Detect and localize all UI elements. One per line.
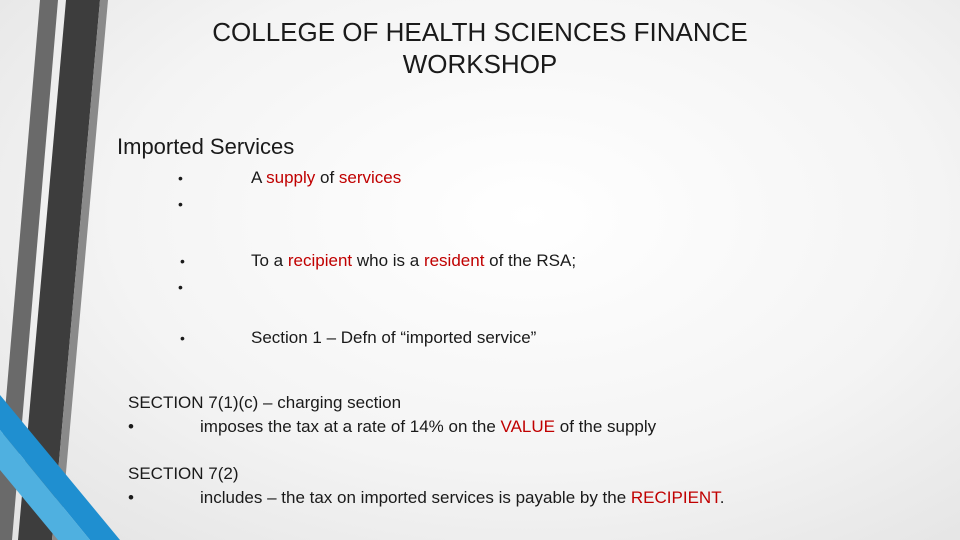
bullet-item-3: Section 1 – Defn of “imported service” [251, 328, 537, 347]
highlight-recipient: recipient [287, 251, 353, 270]
bullet-dot: • [178, 170, 183, 186]
highlight-recipient-caps: RECIPIENT [630, 488, 720, 507]
highlight-resident: resident [423, 251, 485, 270]
highlight-supply: supply [266, 168, 316, 187]
bullet-dot: • [180, 330, 185, 346]
slide-title: COLLEGE OF HEALTH SCIENCES FINANCE WORKSHOP [212, 17, 748, 79]
section-7-1-c [128, 391, 656, 439]
bullet-dot: • [178, 196, 183, 212]
highlight-services: services [338, 168, 402, 187]
bullet-item-1: A supply of services [251, 168, 402, 187]
section-7-2 [128, 462, 724, 510]
highlight-value: VALUE [500, 417, 556, 436]
bullet-dot: • [128, 417, 134, 436]
slide-subtitle: Imported Services [117, 134, 295, 159]
bullet-dot: • [180, 253, 185, 269]
section-heading: SECTION 7(2) [128, 464, 239, 483]
bullet-dot: • [178, 279, 183, 295]
bullet-dot: • [128, 488, 134, 507]
bullet-item-2: To a recipient who is a resident of the RSA; [251, 251, 577, 270]
section-heading: SECTION 7(1)(c) – charging section [128, 393, 402, 412]
section-bullet: • includes – the tax on imported services is payable by the RECIPIENT. [128, 486, 724, 510]
section-bullet: • imposes the tax at a rate of 14% on the VALUE of the supply [128, 415, 656, 439]
